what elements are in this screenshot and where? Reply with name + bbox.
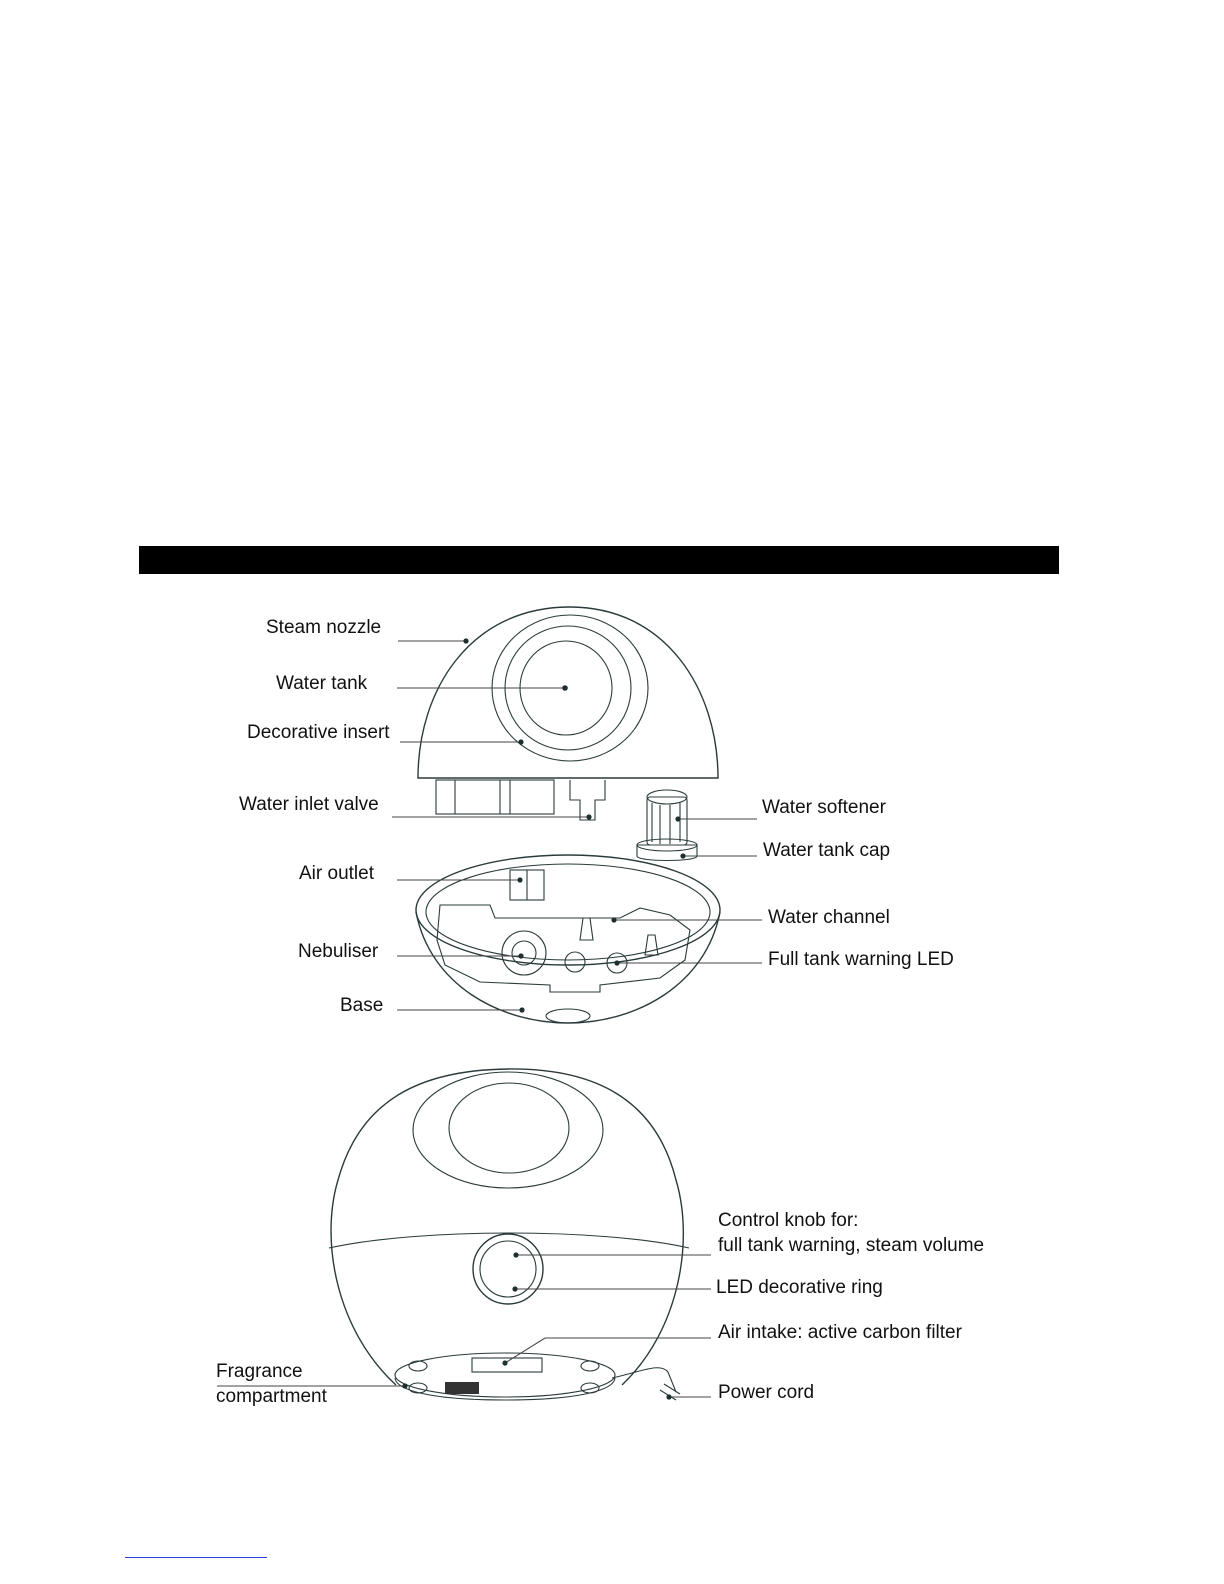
label-water-tank-cap: Water tank cap xyxy=(763,840,891,861)
label-water-softener: Water softener xyxy=(762,797,886,818)
label-power-cord: Power cord xyxy=(718,1382,815,1403)
label-fragrance-line2: compartment xyxy=(216,1386,327,1407)
label-full-tank-warning-led: Full tank warning LED xyxy=(768,949,954,970)
label-control-knob-line2: full tank warning, steam volume xyxy=(718,1235,985,1256)
label-base: Base xyxy=(340,995,384,1016)
label-water-tank: Water tank xyxy=(276,673,368,694)
assembled-humidifier-illustration xyxy=(329,1069,689,1400)
footnote-separator xyxy=(125,1557,267,1558)
label-air-outlet: Air outlet xyxy=(299,863,374,884)
label-fragrance-line1: Fragrance xyxy=(216,1361,303,1382)
label-water-channel: Water channel xyxy=(768,907,890,928)
label-led-decorative-ring: LED decorative ring xyxy=(716,1277,883,1298)
label-steam-nozzle: Steam nozzle xyxy=(266,617,382,638)
top-leader-lines xyxy=(392,638,762,1012)
label-water-inlet-valve: Water inlet valve xyxy=(239,794,379,815)
label-air-intake: Air intake: active carbon filter xyxy=(718,1322,962,1343)
water-tank-illustration xyxy=(418,607,718,820)
label-decorative-insert: Decorative insert xyxy=(247,722,390,743)
water-softener-illustration xyxy=(637,790,697,861)
label-nebuliser: Nebuliser xyxy=(298,941,379,962)
label-control-knob-line1: Control knob for: xyxy=(718,1210,859,1231)
